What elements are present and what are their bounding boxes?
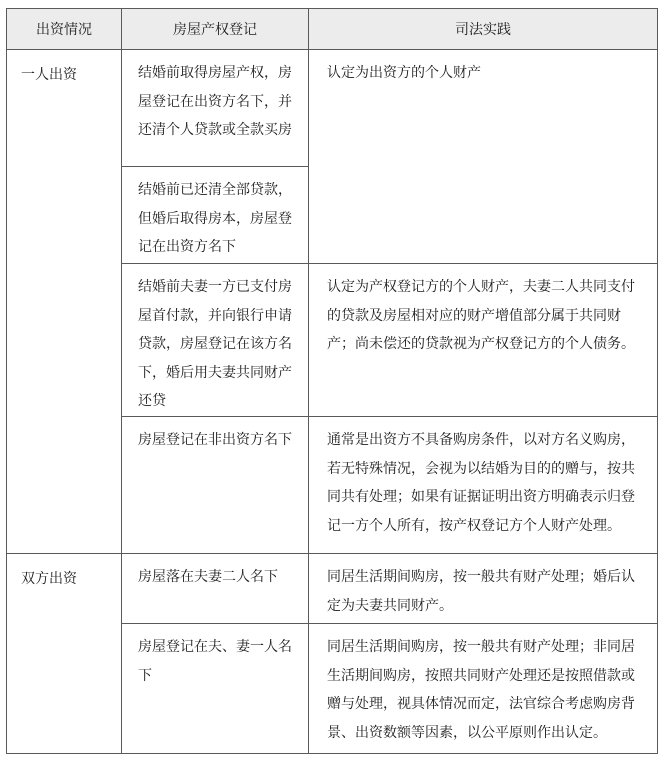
registration-cell: 房屋登记在夫、妻一人名下 — [122, 624, 309, 754]
practice-cell: 认定为产权登记方的个人财产，夫妻二人共同支付的贷款及房屋相对应的财产增值部分属于共同财产；尚未偿还的贷款视为产权登记方的个人债务。 — [309, 264, 658, 417]
practice-cell: 同居生活期间购房，按一般共有财产处理；婚后认定为夫妻共同财产。 — [309, 554, 658, 624]
legal-table — [6, 8, 658, 754]
registration-cell: 结婚前取得房屋产权，房屋登记在出资方名下，并还清个人贷款或全款买房 — [122, 50, 309, 167]
practice-cell: 同居生活期间购房，按一般共有财产处理；非同居生活期间购房，按照共同财产处理还是按照借款或赠与处理，视具体情况而定，法官综合考虑购房背景、出资数额等因素，以公平原则作出认定。 — [309, 624, 658, 754]
header-funding: 出资情况 — [7, 9, 122, 50]
registration-cell: 房屋登记在非出资方名下 — [122, 417, 309, 554]
header-practice: 司法实践 — [309, 9, 658, 50]
header-row — [7, 9, 658, 50]
registration-cell: 结婚前夫妻一方已支付房屋首付款，并向银行申请贷款，房屋登记在该方名下，婚后用夫妻共同财产还贷 — [122, 264, 309, 417]
practice-cell: 认定为出资方的个人财产 — [309, 50, 658, 264]
registration-cell: 结婚前已还清全部贷款，但婚后取得房本，房屋登记在出资方名下 — [122, 167, 309, 264]
group-single-funding: 一人出资 — [7, 50, 122, 554]
table-row — [7, 50, 658, 167]
table-row — [7, 554, 658, 624]
group-joint-funding: 双方出资 — [7, 554, 122, 754]
practice-cell: 通常是出资方不具备购房条件，以对方名义购房，若无特殊情况，会视为以结婚为目的的赠与，按共同共有处理；如果有证据证明出资方明确表示归登记一方个人所有，按产权登记方个人财产处理。 — [309, 417, 658, 554]
registration-cell: 房屋落在夫妻二人名下 — [122, 554, 309, 624]
header-registration: 房屋产权登记 — [122, 9, 309, 50]
